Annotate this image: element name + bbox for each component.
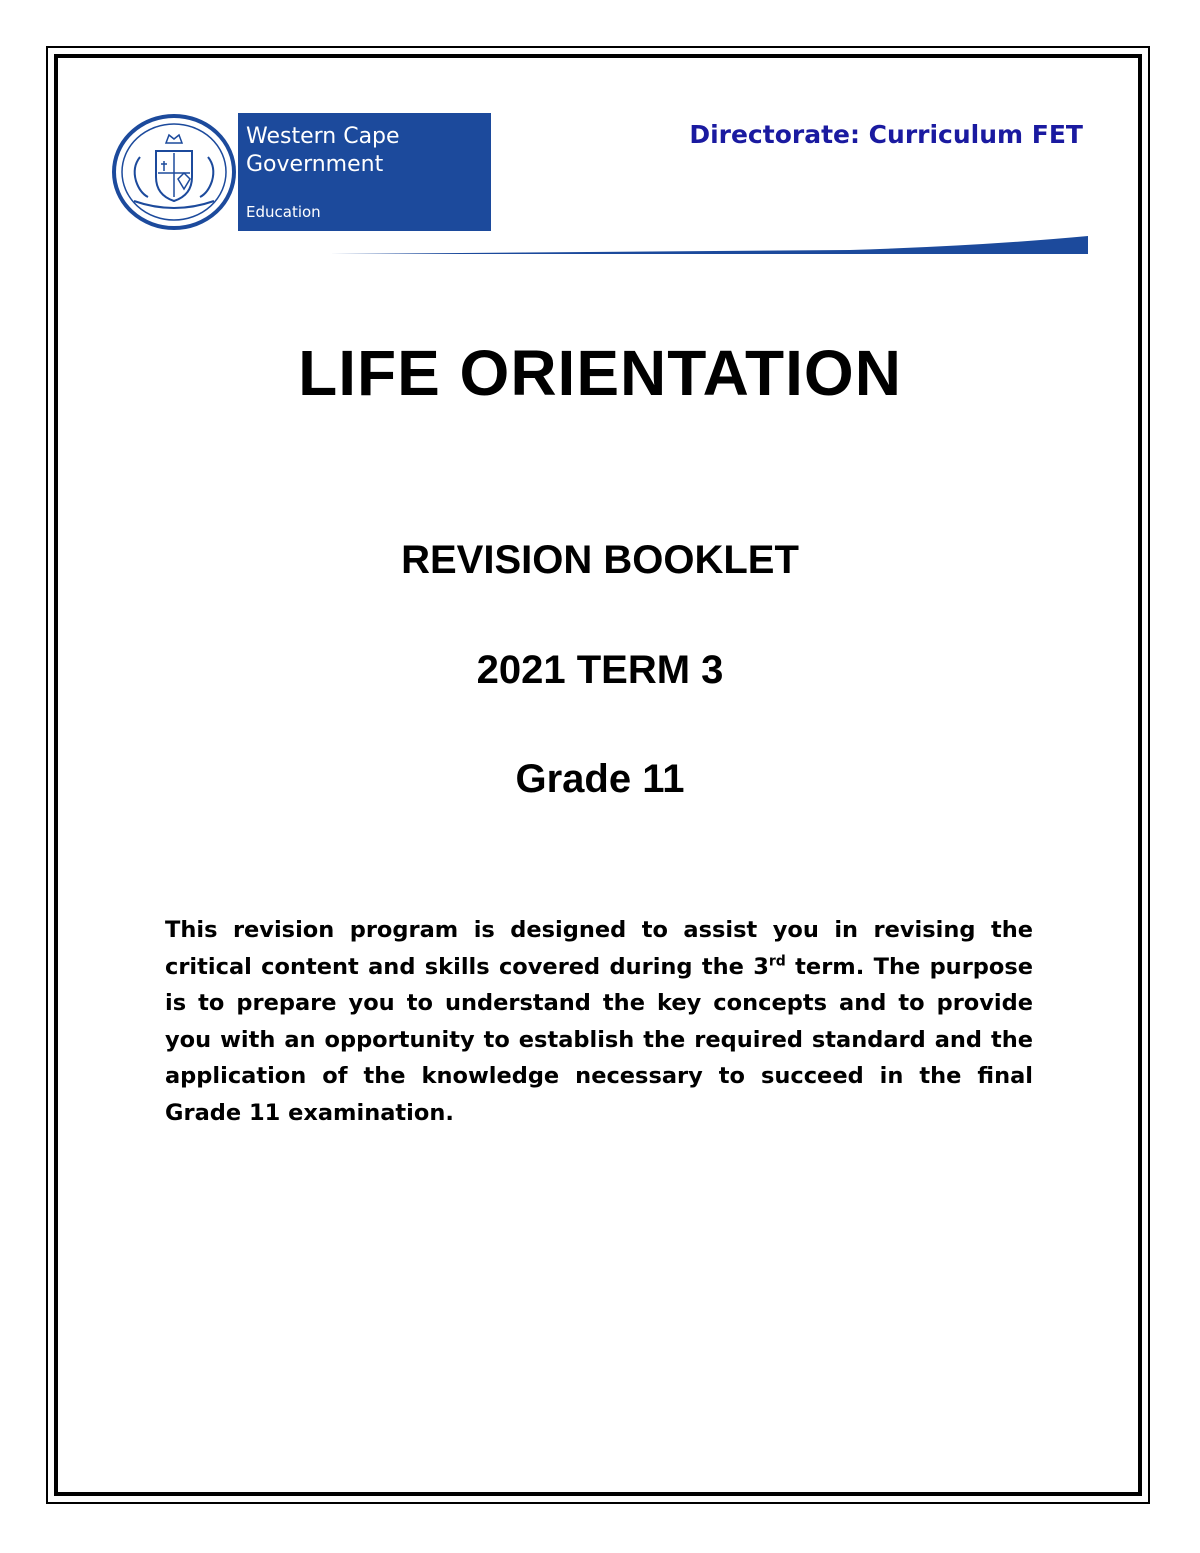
intro-paragraph xyxy=(165,912,1033,1131)
intro-superscript: rd xyxy=(768,953,786,969)
logo-name: Western Cape Government xyxy=(246,124,400,177)
term-label: 2021 TERM 3 xyxy=(476,648,724,692)
coat-of-arms-icon xyxy=(110,113,238,231)
logo-text-panel xyxy=(238,113,491,231)
booklet-subtitle: REVISION BOOKLET xyxy=(401,538,799,582)
western-cape-government-logo xyxy=(110,113,491,231)
header-swoosh-line xyxy=(330,232,1088,256)
intro-text-part2: term. The purpose is to prepare you to understand the key concepts and to provide you with an opportunity to establish the required standard and the application of the knowledge necessary to succeed in the final Grade 11 examination. xyxy=(165,953,1034,1126)
grade-label: Grade 11 xyxy=(515,757,685,801)
directorate-label: Directorate: Curriculum FET xyxy=(689,120,1083,149)
page-title: LIFE ORIENTATION xyxy=(298,337,902,409)
logo-department: Education xyxy=(246,203,321,221)
intro-text-part1: This revision program is designed to assist you in revising the critical content and skills covered during the 3 xyxy=(165,917,1033,980)
